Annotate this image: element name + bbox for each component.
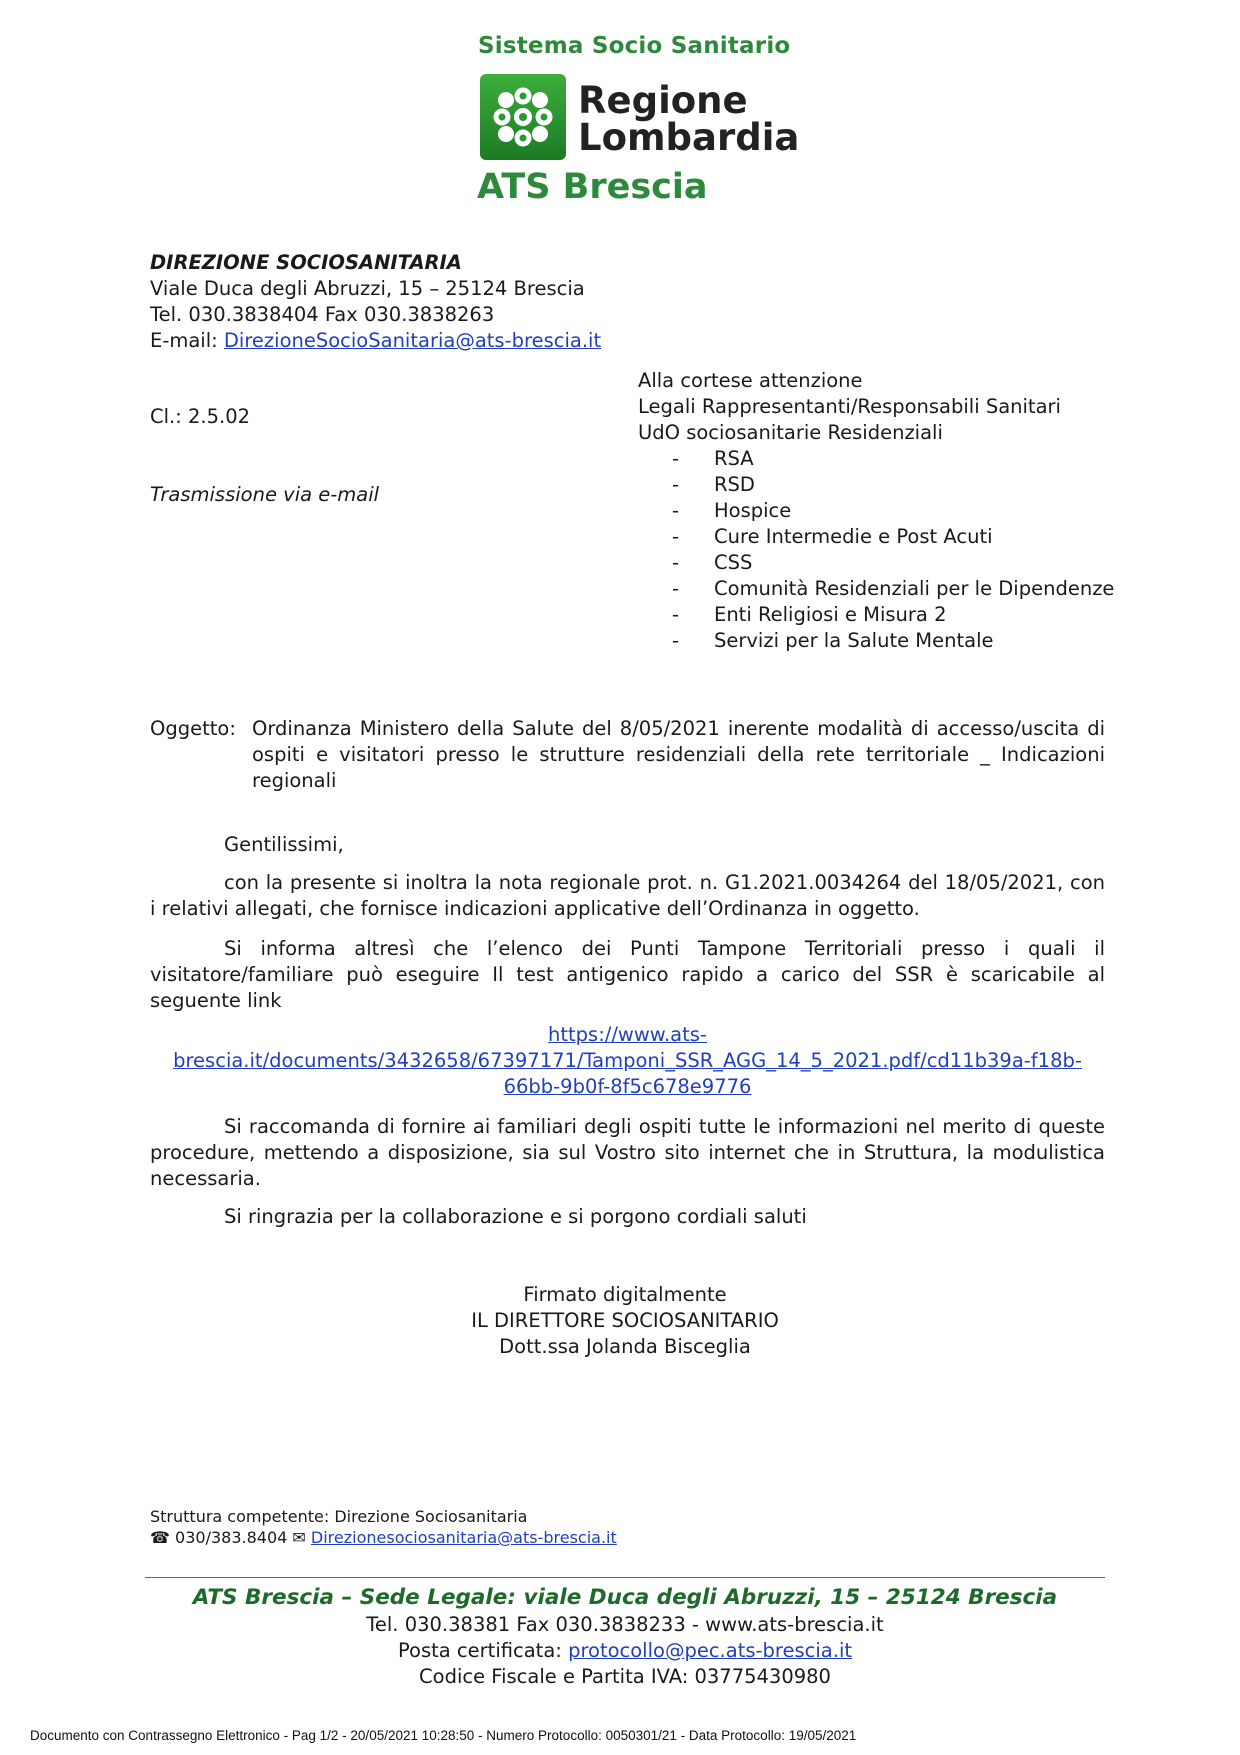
telephone-icon: ☎ [150, 1528, 170, 1547]
footer-pec-label: Posta certificata: [397, 1639, 569, 1662]
footer-tel: Tel. 030.38381 Fax 030.3838233 - www.ats-brescia.it [366, 1613, 884, 1636]
subject-text: Ordinanza Ministero della Salute del 8/05/2021 inerente modalità di accesso/uscita di ospiti e visitatori presso le strutture residenziali della rete territoriale _ Indicazioni regionali [252, 717, 1105, 792]
list-dash: - [672, 473, 680, 496]
list-dash: - [672, 603, 680, 626]
recipients-list [638, 446, 1114, 654]
list-item [638, 446, 1114, 472]
footer-title: ATS Brescia – Sede Legale: viale Duca degli Abruzzi, 15 – 25124 Brescia [192, 1585, 1058, 1610]
tamponi-link-line-3[interactable]: 66bb-9b0f-8f5c678e9776 [503, 1075, 752, 1098]
recipients-line-2: Legali Rappresentanti/Responsabili Sanitari [638, 395, 1061, 418]
competent-phone: 030/383.8404 [175, 1528, 288, 1547]
list-item [638, 498, 1114, 524]
list-item [638, 550, 1114, 576]
recipient-item-label: Comunità Residenziali per le Dipendenze [714, 577, 1115, 600]
recipient-item-label: CSS [714, 551, 753, 574]
list-item [638, 472, 1114, 498]
footer-cf: Codice Fiscale e Partita IVA: 03775430980 [419, 1665, 831, 1688]
list-item [638, 628, 1114, 654]
list-dash: - [672, 551, 680, 574]
signature-block [400, 1282, 850, 1360]
transmission-note: Trasmissione via e-mail [150, 483, 380, 506]
list-dash: - [672, 499, 680, 522]
recipients-line-3: UdO sociosanitarie Residenziali [638, 421, 943, 444]
footer-pec [145, 1638, 1105, 1664]
sender-email-line [150, 328, 601, 354]
regione-lombardia-rosa-camuna-icon [480, 74, 566, 160]
logo-ats-brescia-text: ATS Brescia [477, 167, 708, 207]
footer-pec-link[interactable]: protocollo@pec.ats-brescia.it [568, 1639, 853, 1662]
recipients-line-1: Alla cortese attenzione [638, 369, 863, 392]
sender-phone-fax: Tel. 030.3838404 Fax 030.3838263 [150, 303, 495, 326]
list-item [638, 576, 1114, 602]
recipient-item-label: Servizi per la Salute Mentale [714, 629, 994, 652]
body-paragraph-2: Si informa altresì che l’elenco dei Punti Tampone Territoriali presso i quali il visitatore/familiare può eseguire Il test antigenico rapido a carico del SSR è scaricabile al seguente link [150, 937, 1105, 1012]
sender-title: DIREZIONE SOCIOSANITARIA [150, 251, 462, 274]
logo-lombardia-text: Lombardia [578, 116, 800, 159]
sender-email-label: E-mail: [150, 329, 224, 352]
sender-address: Viale Duca degli Abruzzi, 15 – 25124 Brescia [150, 277, 585, 300]
body-paragraph-3: Si raccomanda di fornire ai familiari degli ospiti tutte le informazioni nel merito di queste procedure, mettendo a disposizione, sia sul Vostro sito internet che in Struttura, la modulistica necessaria. [150, 1115, 1105, 1190]
list-dash: - [672, 629, 680, 652]
recipient-item-label: RSA [714, 447, 754, 470]
sender-email-link[interactable]: DirezioneSocioSanitaria@ats-brescia.it [223, 329, 602, 352]
list-dash: - [672, 525, 680, 548]
logo-regione-text: Regione [578, 79, 748, 122]
body-paragraph-4: Si ringrazia per la collaborazione e si porgono cordiali saluti [224, 1205, 807, 1228]
signature-role: IL DIRETTORE SOCIOSANITARIO [471, 1309, 779, 1332]
envelope-icon: ✉ [292, 1528, 306, 1547]
tamponi-link[interactable] [150, 1022, 1105, 1100]
signature-name: Dott.ssa Jolanda Bisceglia [499, 1335, 751, 1358]
competent-contacts [150, 1527, 617, 1548]
classification: Cl.: 2.5.02 [150, 405, 251, 428]
signature-digital: Firmato digitalmente [523, 1283, 727, 1306]
tamponi-link-line-2[interactable]: brescia.it/documents/3432658/67397171/Tamponi_SSR_AGG_14_5_2021.pdf/cd11b39a-f18b- [173, 1049, 1082, 1072]
body-paragraph-1: con la presente si inoltra la nota regionale prot. n. G1.2021.0034264 del 18/05/2021, con i relativi allegati, che fornisce indicazioni applicative dell’Ordinanza in oggetto. [150, 871, 1105, 920]
footer-divider [145, 1577, 1105, 1578]
competent-structure: Struttura competente: Direzione Sociosanitaria [150, 1507, 528, 1526]
recipient-item-label: RSD [714, 473, 755, 496]
competent-email-link[interactable]: Direzionesociosanitaria@ats-brescia.it [310, 1528, 617, 1547]
subject-label: Oggetto: [150, 717, 236, 740]
recipients-block [638, 368, 1114, 654]
electronic-stamp: Documento con Contrassegno Elettronico - Pag 1/2 - 20/05/2021 10:28:50 - Numero Protocollo: 0050301/21 - Data Protocollo: 19/05/2021 [30, 1728, 857, 1743]
list-item [638, 524, 1114, 550]
header-sistema-socio-sanitario: Sistema Socio Sanitario [478, 33, 791, 59]
list-dash: - [672, 577, 680, 600]
recipient-item-label: Cure Intermedie e Post Acuti [714, 525, 993, 548]
tamponi-link-line-1[interactable]: https://www.ats- [548, 1023, 707, 1046]
recipient-item-label: Hospice [714, 499, 792, 522]
list-dash: - [672, 447, 680, 470]
list-item [638, 602, 1114, 628]
recipient-item-label: Enti Religiosi e Misura 2 [714, 603, 947, 626]
footer [145, 1583, 1105, 1690]
greeting: Gentilissimi, [224, 833, 344, 856]
